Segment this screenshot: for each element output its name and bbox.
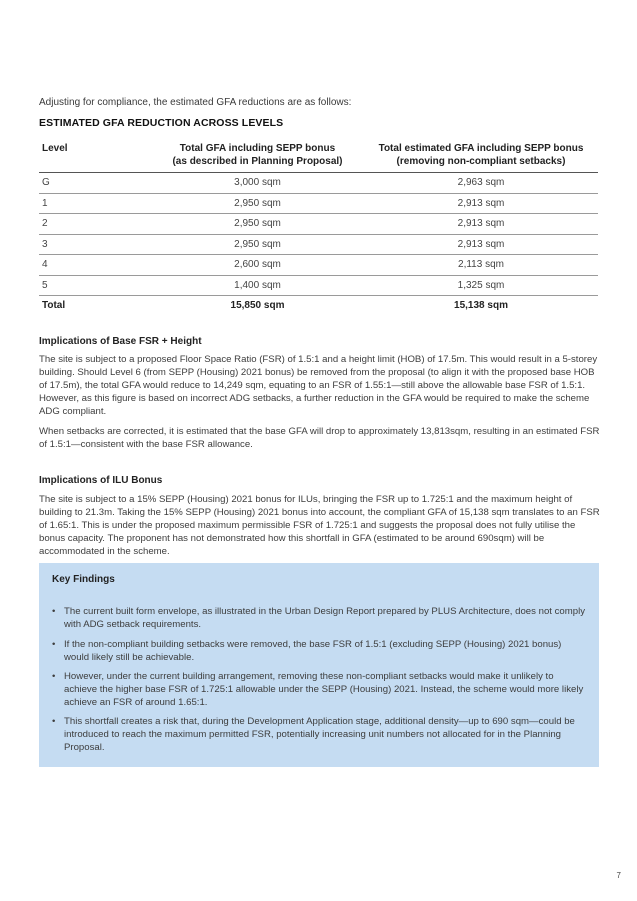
key-finding-text: If the non-compliant building setbacks were removed, the base FSR of 1.5:1 (excluding SEPP (Housing) 2021 bonus) would likely still be achievable. — [64, 639, 562, 663]
table-row — [39, 193, 598, 214]
total-label: Total — [42, 300, 66, 312]
table-title: ESTIMATED GFA REDUCTION ACROSS LEVELS — [39, 117, 284, 129]
header-estimated-line1: Total estimated GFA including SEPP bonus — [378, 143, 584, 154]
cell-level: G — [39, 173, 151, 194]
base-fsr-paragraph-1: The site is subject to a proposed Floor Space Ratio (FSR) of 1.5:1 and a height limit (HOB) of 17.5m. This would result in a 5-storey building. Should Level 6 (from SEPP (Housing) 2021 bonus) be removed from the proposal (to align it with the proposed base HOB of 17.5m), the total GFA would reduce to 14,249 sqm, equating to an FSR of 1.55:1—still above the allowable base FSR of 1.5:1. However, as this figure is based on incorrect ADG setbacks, a further reduction in the GFA would be required to make the scheme ADG compliant. — [39, 354, 598, 417]
cell-level: 4 — [39, 255, 151, 276]
cell-level: 1 — [39, 193, 151, 214]
header-estimated-line2: (removing non-compliant setbacks) — [396, 156, 566, 167]
cell-proposal: 1,400 sqm — [151, 275, 364, 296]
bullet-icon: • — [52, 716, 56, 727]
cell-estimated: 1,325 sqm — [364, 275, 598, 296]
page-number: 7 — [616, 871, 621, 880]
cell-estimated: 2,913 sqm — [364, 193, 598, 214]
key-finding-item — [52, 638, 587, 664]
table-row — [39, 214, 598, 235]
bullet-icon: • — [52, 606, 56, 617]
cell-estimated: 2,913 sqm — [364, 234, 598, 255]
section-title-ilu-bonus: Implications of ILU Bonus — [39, 475, 163, 486]
key-finding-item — [52, 670, 587, 709]
total-proposal: 15,850 sqm — [230, 300, 285, 312]
total-estimated: 15,138 sqm — [454, 300, 508, 312]
header-proposal — [151, 140, 364, 173]
header-estimated — [364, 140, 598, 173]
header-proposal-line2: (as described in Planning Proposal) — [172, 156, 343, 167]
cell-level: 5 — [39, 275, 151, 296]
section-title-base-fsr: Implications of Base FSR + Height — [39, 336, 202, 347]
cell-proposal: 2,950 sqm — [151, 214, 364, 235]
table-row — [39, 275, 598, 296]
table-row — [39, 234, 598, 255]
gfa-table — [39, 140, 598, 316]
header-level: Level — [39, 140, 151, 173]
cell-estimated: 2,913 sqm — [364, 214, 598, 235]
cell-proposal: 2,950 sqm — [151, 193, 364, 214]
key-finding-item — [52, 605, 587, 631]
bullet-icon: • — [52, 671, 56, 682]
intro-text: Adjusting for compliance, the estimated GFA reductions are as follows: — [39, 97, 352, 108]
cell-estimated: 2,113 sqm — [364, 255, 598, 276]
key-finding-item — [52, 715, 587, 754]
ilu-bonus-paragraph: The site is subject to a 15% SEPP (Housing) 2021 bonus for ILUs, bringing the FSR up to 1.725:1 and the maximum height of building to 21.3m. Taking the 15% SEPP (Housing) 2021 bonus into account, the compliant GFA of 15,138 sqm translates to an FSR of 1.65:1. This is under the proposed maximum permissible FSR of 1.725:1 and suggests the proposal does not fully utilise the bonus capacity. The proponent has not demonstrated how this shortfall in GFA (estimated to be around 690sqm) will be accommodated in the scheme. — [39, 494, 600, 557]
bullet-icon: • — [52, 639, 56, 650]
key-findings-title: Key Findings — [52, 574, 115, 585]
cell-level: 3 — [39, 234, 151, 255]
key-finding-text: This shortfall creates a risk that, during the Development Application stage, additional density—up to 690 sqm—could be introduced to reach the maximum permitted FSR, potentially increasing unit numbers not allocated for in the Planning Proposal. — [64, 716, 575, 753]
cell-proposal: 2,950 sqm — [151, 234, 364, 255]
cell-level: 2 — [39, 214, 151, 235]
header-proposal-line1: Total GFA including SEPP bonus — [179, 143, 336, 154]
cell-estimated: 2,963 sqm — [364, 173, 598, 194]
cell-proposal: 3,000 sqm — [151, 173, 364, 194]
table-row — [39, 173, 598, 194]
table-total-row — [39, 296, 598, 316]
table-row — [39, 255, 598, 276]
key-findings-box — [39, 563, 599, 767]
key-finding-text: The current built form envelope, as illustrated in the Urban Design Report prepared by PLUS Architecture, does not comply with ADG setback requirements. — [64, 606, 585, 630]
key-finding-text: However, under the current building arrangement, removing these non-compliant setbacks would make it unlikely to achieve the higher base FSR of 1.725:1 allowable under the SEPP (Housing) 2021. Instead, the scheme would more likely achieve an FSR of around 1.65:1. — [64, 671, 584, 708]
cell-proposal: 2,600 sqm — [151, 255, 364, 276]
table-header-row — [39, 140, 598, 173]
base-fsr-paragraph-2: When setbacks are corrected, it is estimated that the base GFA will drop to approximately 13,813sqm, resulting in an estimated FSR of 1.5:1—consistent with the base FSR allowance. — [39, 426, 600, 450]
